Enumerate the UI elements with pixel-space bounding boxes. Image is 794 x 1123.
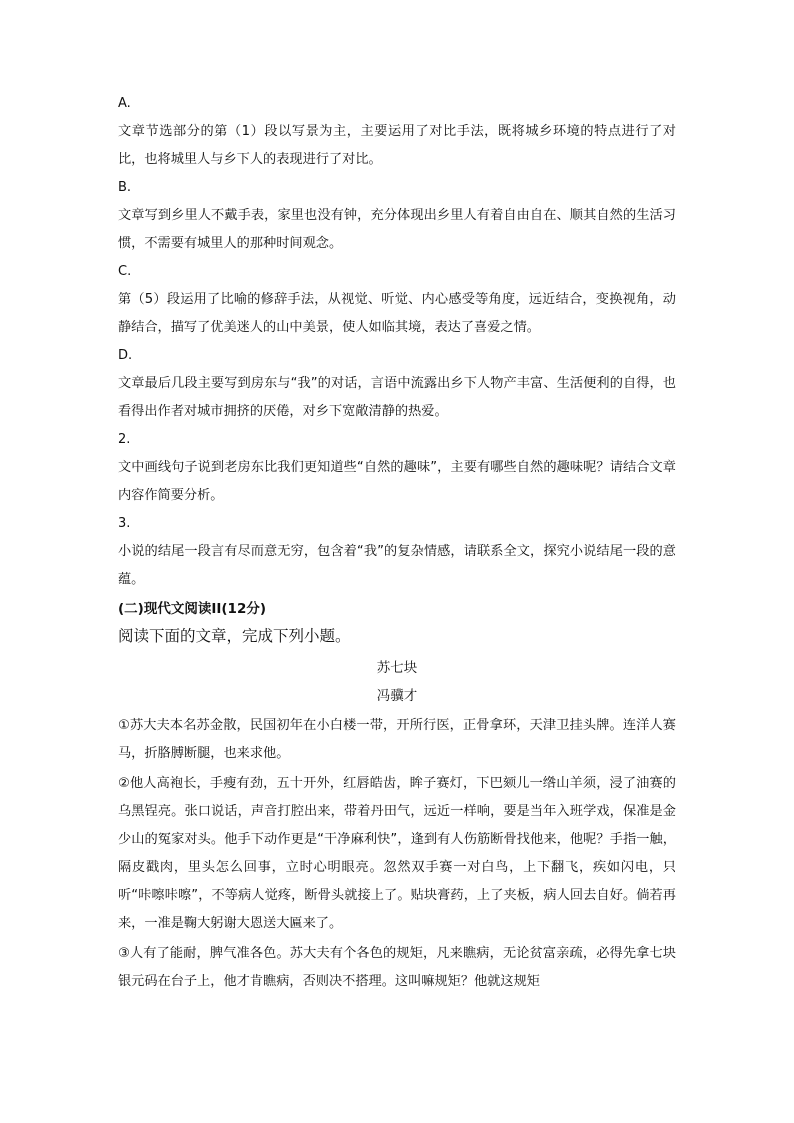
section-title: (二)现代文阅读II(12分) bbox=[118, 601, 267, 617]
option-label: B. bbox=[118, 180, 132, 195]
option-text: 文章最后几段主要写到房东与“我”的对话，言语中流露出乡下人物产丰富、生活便利的自得，也看得出作者对城市拥挤的厌倦，对乡下宽敞清静的热爱。 bbox=[118, 376, 676, 419]
question-text: 小说的结尾一段言有尽而意无穷，包含着“我”的复杂情感，请联系全文，探究小说结尾一段的意蕴。 bbox=[118, 544, 676, 587]
option-d bbox=[118, 346, 676, 426]
option-b bbox=[118, 178, 676, 258]
question-text: 文中画线句子说到老房东比我们更知道些“自然的趣味”，主要有哪些自然的趣味呢？请结合文章内容作简要分析。 bbox=[118, 460, 676, 503]
story-author: 冯骥才 bbox=[376, 688, 418, 704]
option-c bbox=[118, 262, 676, 342]
section-instruction: 阅读下面的文章，完成下列小题。 bbox=[118, 627, 351, 645]
option-text: 第（5）段运用了比喻的修辞手法，从视觉、听觉、内心感受等角度，远近结合，变换视角，动静结合，描写了优美迷人的山中美景，使人如临其境，表达了喜爱之情。 bbox=[118, 292, 676, 335]
option-text: 文章写到乡里人不戴手表，家里也没有钟，充分体现出乡里人有着自由自在、顺其自然的生活习惯，不需要有城里人的那种时间观念。 bbox=[118, 208, 676, 251]
option-text: 文章节选部分的第（1）段以写景为主，主要运用了对比手法，既将城乡环境的特点进行了对比，也将城里人与乡下人的表现进行了对比。 bbox=[118, 124, 676, 167]
question-number: 3. bbox=[118, 516, 131, 531]
question-number: 2. bbox=[118, 432, 131, 447]
option-label: D. bbox=[118, 348, 133, 363]
page-content bbox=[118, 94, 676, 996]
option-a bbox=[118, 94, 676, 174]
story-paragraph: ②他人高袍长，手瘦有劲，五十开外，红唇皓齿，眸子赛灯，下巴颏儿一绺山羊须，浸了油赛的乌黑锃亮。张口说话，声音打腔出来，带着丹田气，远近一样响，要是当年入班学戏，保准是金少山的冤家对头。他手下动作更是“干净麻利快”，逢到有人伤筋断骨找他来，他呢？手指一触，隔皮戳肉，里头怎么回事，立时心明眼亮。忽然双手赛一对白鸟，上下翻飞，疾如闪电，只听“咔嚓咔嚓”，不等病人觉疼，断骨头就接上了。贴块膏药，上了夹板，病人回去自好。倘若再来，一准是鞠大躬谢大恩送大匾来了。 bbox=[118, 776, 676, 931]
option-label: A. bbox=[118, 96, 131, 111]
story-title: 苏七块 bbox=[376, 660, 418, 676]
story-paragraph: ③人有了能耐，脾气准各色。苏大夫有个各色的规矩，凡来瞧病，无论贫富亲疏，必得先拿七块银元码在台子上，他才肯瞧病，否则决不搭理。这叫嘛规矩？他就这规矩 bbox=[118, 946, 676, 989]
option-label: C. bbox=[118, 264, 132, 279]
question-2 bbox=[118, 430, 676, 510]
question-3 bbox=[118, 514, 676, 594]
story-paragraph: ①苏大夫本名苏金散，民国初年在小白楼一带，开所行医，正骨拿环，天津卫挂头牌。连洋人赛马，折胳膊断腿，也来求他。 bbox=[118, 718, 676, 761]
